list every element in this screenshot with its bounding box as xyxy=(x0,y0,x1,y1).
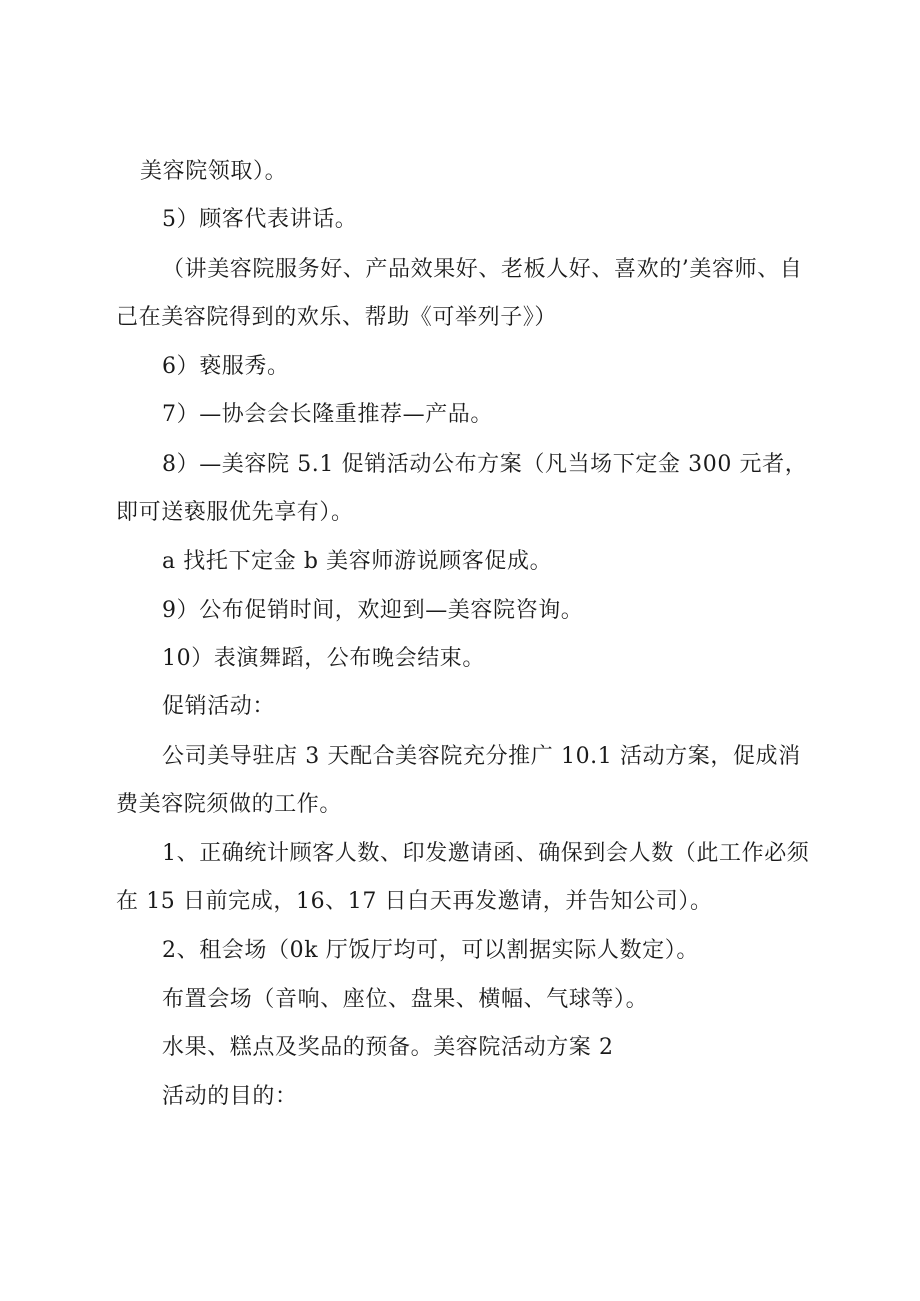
text-line: 费美容院须做的工作。 xyxy=(116,792,343,817)
text-line: 5）顾客代表讲话。 xyxy=(162,207,358,232)
text-line: a 找托下定金 b 美容师游说顾客促成。 xyxy=(162,549,553,574)
text-line: 6）亵服秀。 xyxy=(162,354,290,379)
text-line: 活动的目的： xyxy=(162,1084,298,1109)
text-line: 公司美导驻店 3 天配合美容院充分推广 10.1 活动方案，促成消 xyxy=(162,744,801,769)
text-line: 2、租会场（0k 厅饭厅均可，可以割据实际人数定）。 xyxy=(162,938,699,963)
text-line: 己在美容院得到的欢乐、帮助《可举列子》） xyxy=(116,305,558,330)
text-line: 7）—协会会长隆重推荐—产品。 xyxy=(162,402,493,427)
text-line: （讲美容院服务好、产品效果好、老板人好、喜欢的’美容师、自 xyxy=(162,257,803,282)
text-line: 水果、糕点及奖品的预备。美容院活动方案 2 xyxy=(162,1035,614,1060)
text-line: 1、正确统计顾客人数、印发邀请函、确保到会人数（此工作必须 xyxy=(162,841,810,866)
text-line: 10）表演舞蹈，公布晚会结束。 xyxy=(162,646,485,671)
text-line: 8）—美容院 5.1 促销活动公布方案（凡当场下定金 300 元者， xyxy=(162,452,808,477)
text-line: 9）公布促销时间，欢迎到—美容院咨询。 xyxy=(162,598,584,623)
text-line: 在 15 日前完成，16、17 日白天再发邀请，并告知公司）。 xyxy=(116,889,713,914)
text-line: 即可送亵服优先享有）。 xyxy=(116,500,354,525)
text-line: 美容院领取）。 xyxy=(140,159,288,184)
text-line: 促销活动： xyxy=(162,694,276,719)
text-line: 布置会场（音响、座位、盘果、横幅、气球等）。 xyxy=(162,987,649,1012)
